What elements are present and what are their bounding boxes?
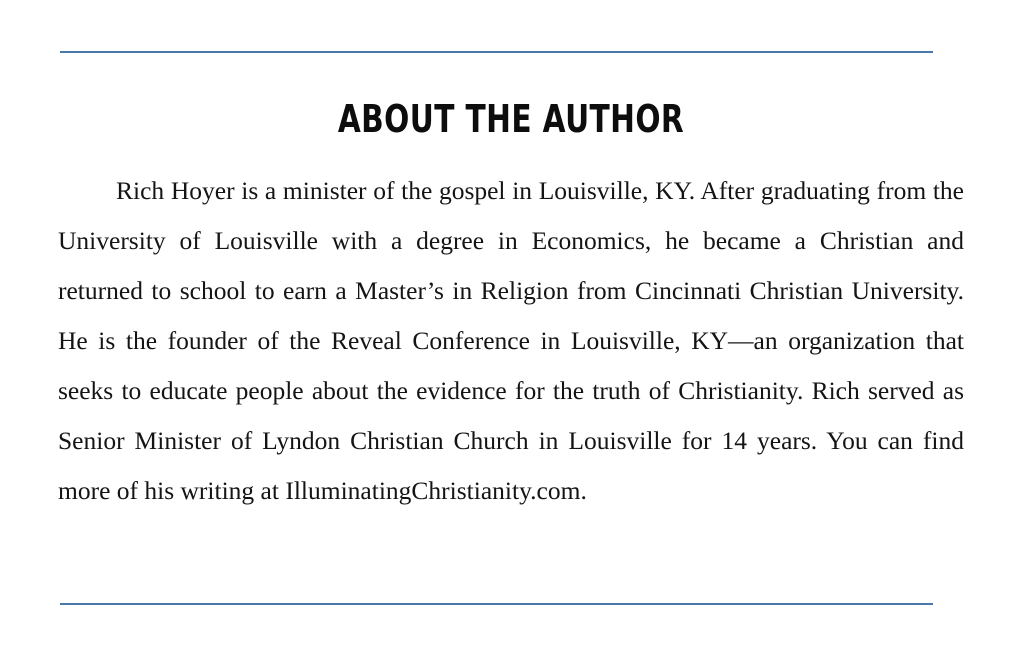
bottom-divider-rule [60, 603, 933, 605]
page-title: ABOUT THE AUTHOR [337, 97, 685, 141]
about-the-author-paragraph [58, 166, 964, 516]
top-divider-rule [60, 51, 933, 53]
document-content [58, 97, 964, 516]
paragraph-text: Rich Hoyer is a minister of the gospel in Louisville, KY. After graduating from the University of Louisville with a degree in Economics, he became a Christian and returned to school to earn a Master’s in Religion from Cincinnati Christian University. He is the founder of the Reveal Conference in Louisville, KY—an organization that seeks to educate people about the evidence for the truth of Christianity. Rich served as Senior Minister of Lyndon Christian Church in Louisville for 14 years. You can find more of his writing at IlluminatingChristianity.com. [58, 175, 964, 505]
